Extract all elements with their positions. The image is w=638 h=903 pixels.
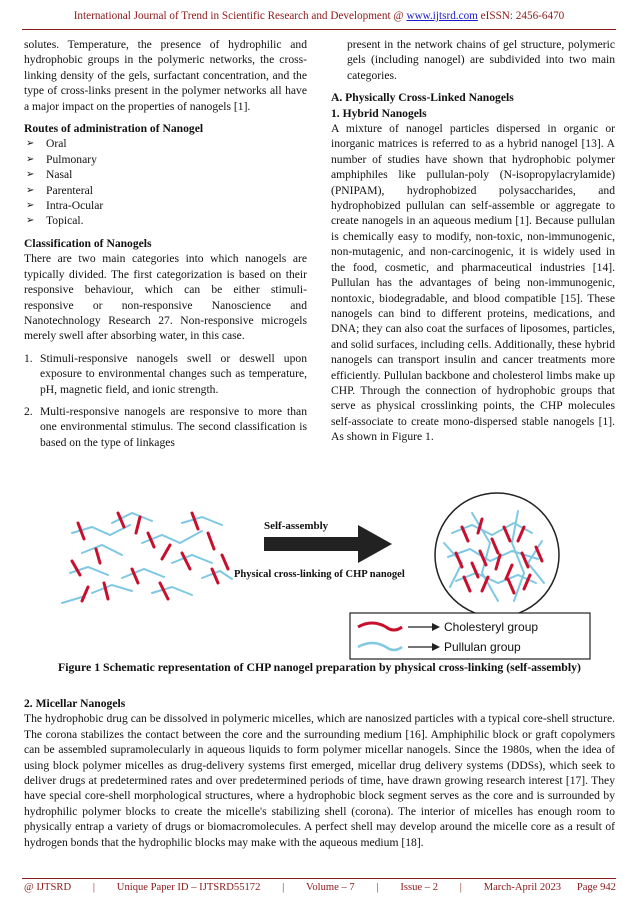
list-item: ➢ Parenteral (26, 183, 93, 197)
bottom-label: Physical cross-linking of CHP nanogel (234, 569, 405, 580)
list-item: ➢ Intra-Ocular (26, 199, 104, 213)
footer-page: Page 942 (576, 882, 616, 893)
footer-journal: @ IJTSRD (24, 882, 72, 893)
list-item: ➢ Pulmonary (26, 152, 97, 166)
footer-divider (22, 878, 616, 879)
header-issn: eISSN: 2456-6470 (480, 10, 565, 22)
left-column (24, 37, 307, 457)
header-divider (22, 29, 616, 30)
arrow-label: Self-assembly (264, 520, 329, 532)
figure-caption: Figure 1 Schematic representation of CHP nanogel preparation by physical cross-linking (self-assembly) (58, 660, 581, 674)
nanogel-particle (435, 493, 559, 617)
running-header (0, 10, 638, 22)
footer-date: March-April 2023 (483, 882, 562, 893)
routes-list (24, 136, 307, 228)
arrow-bullet-icon: ➢ (26, 153, 35, 165)
footer-issue: Issue – 2 (400, 882, 439, 893)
arrow-bullet-icon: ➢ (26, 184, 35, 196)
intro-paragraph: solutes. Temperature, the presence of hydrophilic and hydrophobic groups in the polymeric networks, the cross-linking density of the gels, surfactant concentration, and the type of cross-links present in the polymer networks all have a major impact on the properties of nanogels [1]. (24, 38, 307, 113)
arrow-bullet-icon: ➢ (26, 169, 35, 181)
list-item: 2. Multi-responsive nanogels are responsive to more than one environmental stimulus. The second classification is based on the type of linkages (24, 404, 307, 449)
list-item: 1. Stimuli-responsive nanogels swell or deswell upon exposure to environmental changes such as temperature, pH, magnetic field, and ionic strength. (24, 351, 307, 396)
header-url-link[interactable]: www.ijtsrd.com (406, 10, 478, 22)
section-a-heading: A. Physically Cross-Linked Nanogels (331, 91, 514, 105)
figure-1 (52, 483, 592, 661)
legend-cholesteryl-label: Cholesteryl group (444, 620, 539, 634)
chp-diagram (52, 483, 592, 661)
micellar-heading: 2. Micellar Nanogels (24, 697, 126, 710)
figure-legend (350, 613, 590, 659)
micellar-paragraph: The hydrophobic drug can be dissolved in polymeric micelles, which are nanosized particles with a typical core-shell structure. The corona stabilizes the contact between the core and the surrounding medium [16]. Amphiphilic block or graft copolymers can be assembled supramolecularly in aqueous liquids to form polymer micellar nanogels. Since the 1980s, when the idea of using block polymer micelles as drug-delivery systems first emerged, micellar drug delivery systems (DDSs), which seek to deliver drugs at predetermined rates and over predetermined periods of time, have drawn growing research interest [17]. They have special core-shell morphological structures, where a hydrophobic block segment serves as the core and is surrounded by hydrophilic polymer blocks to create the micelle's stabilizing shell (corona). The interior of micelles has enough room to physically entrap a variety of drugs or biomacromolecules. A perfect shell may develop around the micelle core as a result of hydrogen bonds that the hydrophilic blocks may make with the aqueous medium [18]. (24, 712, 615, 849)
arrow-bullet-icon: ➢ (26, 138, 35, 150)
micellar-section (24, 696, 615, 850)
hybrid-paragraph: A mixture of nanogel particles dispersed in organic or inorganic matrices is referred to as a hybrid nanogel [13]. A number of studies have shown that hydrophobic polymer amphiphiles like pullulan-poly (N-isopropylacrylamide) (PNIPAM), hydrophobized polysaccharides, and hydrophobized pullulan can self-assemble or aggregate to create nanogels in an aqueous medium [1]. Because pullulan is chemically easy to modify, non-toxic, non-immunogenic, non-mutagenic, and non-carcinogenic, it is widely used in the food, cosmetic, and pharmaceutical industries [14]. Pullulan has the advantages of being non-immunogenic, nontoxic, biodegradable, and blood compatible [15]. These nanogels can bind to different proteins, medications, and DNA; they can also coat the surfaces of liposomes, particles, and solid surfaces, including cells. Additionally, these hybrid nanogels can transport insulin and cancer treatments more efficiently. Pullulan backbone and cholesterol limbs make up CHP. Through the connection of hydrophobic groups that serve as physical crosslinking points, the CHP molecules self-associate to create mono-dispersed stable nanogels [1]. As shown in Figure 1. (331, 122, 615, 444)
arrow-bullet-icon: ➢ (26, 215, 35, 227)
routes-heading: Routes of administration of Nanogel (24, 122, 204, 136)
list-item: ➢ Nasal (26, 168, 73, 182)
classification-paragraph: There are two main categories into which nanogels are typically divided. The first categorization is based on their responsive behaviour, which can be either stimuli-responsive or non-responsive Nanoscience and Nanotechnology Research 27. Non-responsive microgels merely swell after absorbing water, in this case. (24, 252, 307, 343)
classification-list (24, 351, 307, 450)
list-item: ➢ Oral (26, 137, 67, 151)
footer-paper-id: Unique Paper ID – IJTSRD55172 (116, 882, 261, 893)
classification-heading: Classification of Nanogels (24, 236, 152, 250)
right-column (331, 37, 615, 452)
continuation-paragraph: present in the network chains of gel structure, polymeric gels (including nanogel) are subdivided into two main categories. (347, 38, 615, 82)
list-item: ➢ Topical. (26, 214, 84, 228)
running-footer: @ IJTSRD | Unique Paper ID – IJTSRD55172 | Volume – 7 | Issue – 2 | March-April 2023 Page 942 (24, 882, 616, 893)
header-journal: International Journal of Trend in Scientific Research and Development @ (73, 10, 404, 22)
legend-pullulan-label: Pullulan group (444, 640, 521, 654)
footer-volume: Volume – 7 (306, 882, 355, 893)
arrow-bullet-icon: ➢ (26, 200, 35, 212)
subsection-1-heading: 1. Hybrid Nanogels (331, 106, 427, 120)
unassembled-chains (62, 513, 232, 603)
